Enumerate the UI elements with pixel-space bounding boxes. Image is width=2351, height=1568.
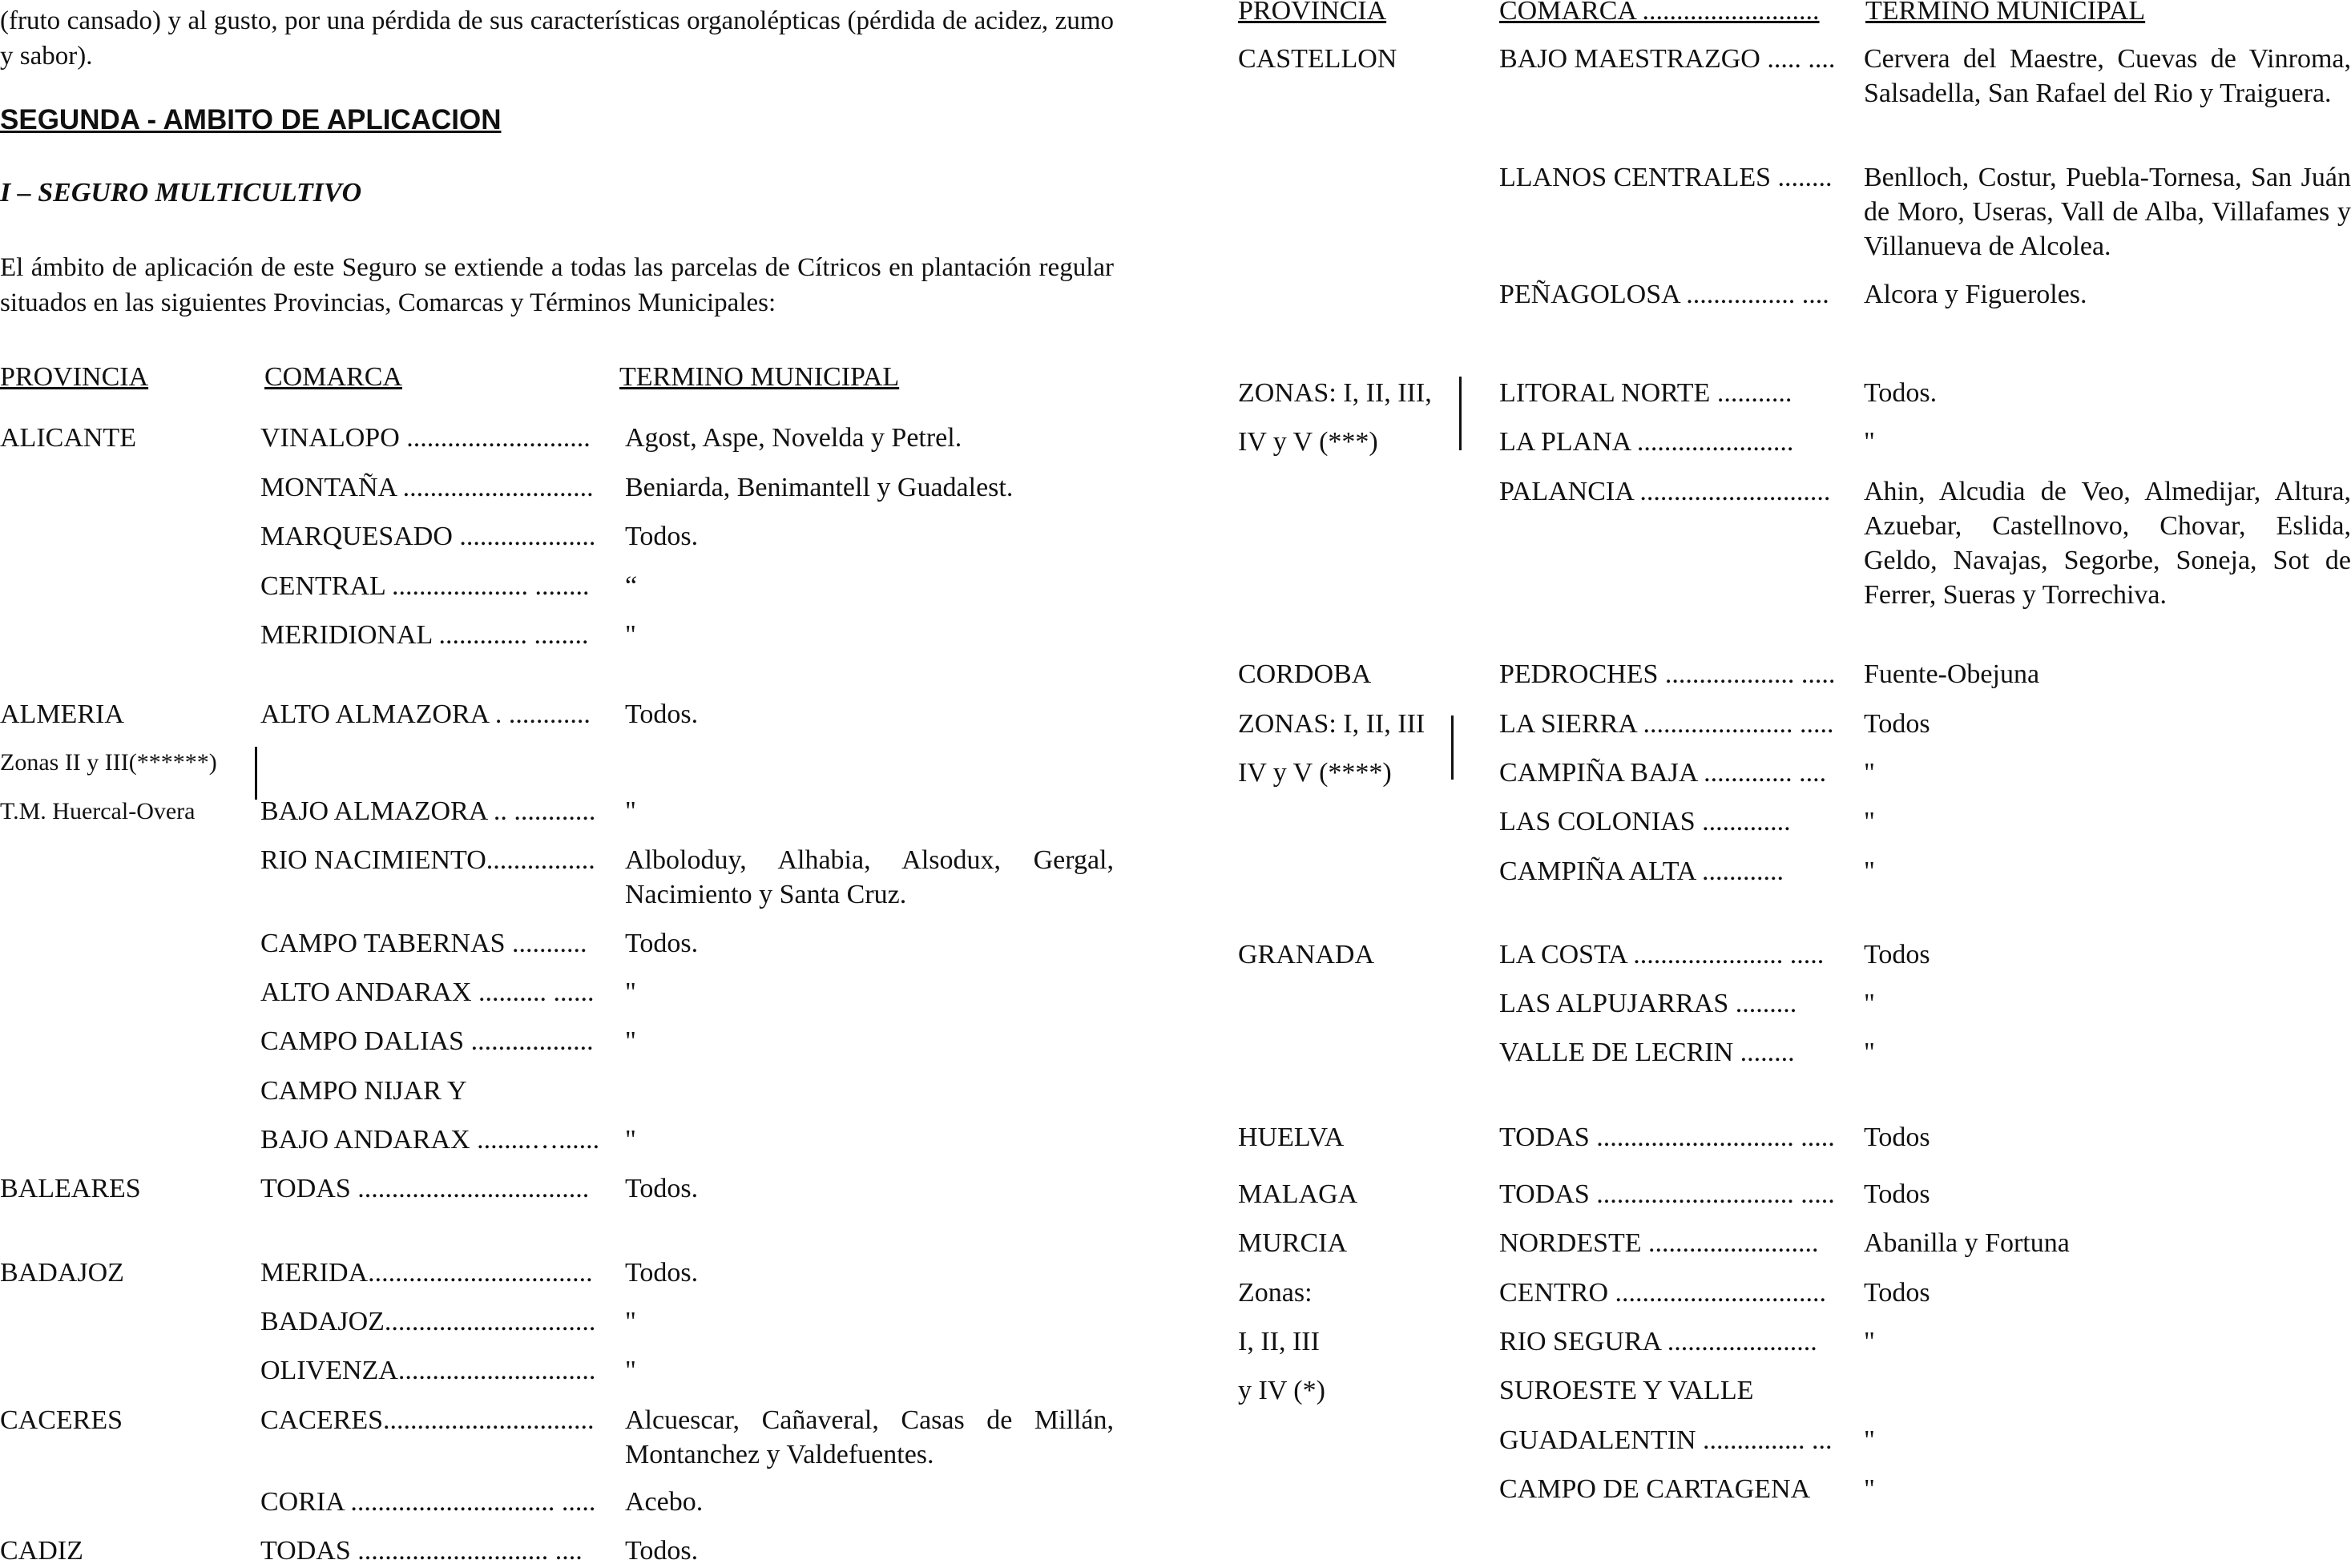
header-comarca: COMARCA (264, 362, 402, 392)
comarca-cell: PEDROCHES ................... ..... (1499, 659, 1836, 689)
provincia-cell: CASTELLON (1238, 44, 1397, 74)
termino-cell: Todos. (625, 1258, 699, 1288)
header-termino: TERMINO MUNICIPAL (619, 362, 900, 392)
termino-cell: Acebo. (625, 1487, 704, 1517)
termino-cell: " (625, 796, 636, 826)
comarca-cell: PEÑAGOLOSA ................ .... (1499, 280, 1829, 309)
comarca-cell: TODAS ............................. ..... (1499, 1179, 1835, 1209)
comarca-cell: LA SIERRA ...................... ..... (1499, 709, 1834, 739)
comarca-cell: CAMPIÑA BAJA ............. .... (1499, 758, 1827, 788)
termino-cell: " (1864, 1327, 1875, 1356)
comarca-cell: TODAS .................................. (260, 1174, 590, 1203)
comarca-cell: TODAS ............................ .... (260, 1536, 583, 1566)
termino-cell: " (625, 620, 636, 650)
comarca-cell: BAJO MAESTRAZGO ..... .... (1499, 44, 1836, 74)
comarca-cell: BAJO ANDARAX ........…...... (260, 1125, 600, 1155)
provincia-cell: MURCIA (1238, 1228, 1348, 1258)
termino-cell: Todos (1864, 1179, 1930, 1209)
comarca-cell: CENTRAL .................... ........ (260, 571, 590, 601)
comarca-cell: CAMPO DALIAS .................. (260, 1026, 594, 1056)
subsection-heading: I – SEGURO MULTICULTIVO (0, 178, 362, 208)
comarca-cell: TODAS ............................. ..... (1499, 1123, 1835, 1152)
comarca-cell: GUADALENTIN ............... ... (1499, 1425, 1833, 1455)
zone-bracket (1459, 377, 1462, 450)
comarca-cell: SUROESTE Y VALLE (1499, 1376, 1754, 1405)
header-comarca: COMARCA .......................... (1499, 0, 1820, 26)
comarca-cell: LAS COLONIAS ............. (1499, 807, 1791, 836)
comarca-cell: LA COSTA ...................... ..... (1499, 940, 1825, 969)
termino-cell: " (625, 1307, 636, 1336)
termino-cell: Todos (1864, 709, 1930, 739)
termino-cell: Todos. (625, 1536, 699, 1566)
termino-cell: " (625, 1026, 636, 1056)
termino-cell: Beniarda, Benimantell y Guadalest. (625, 473, 1014, 502)
termino-cell: " (1864, 989, 1875, 1018)
termino-cell: Todos. (625, 522, 699, 551)
termino-cell: " (1864, 1425, 1875, 1455)
comarca-cell: OLIVENZA............................. (260, 1356, 596, 1385)
comarca-cell: ALTO ANDARAX .......... ...... (260, 977, 595, 1007)
provincia-cell: CORDOBA (1238, 659, 1372, 689)
termino-cell: Todos (1864, 1278, 1930, 1308)
termino-cell: " (625, 977, 636, 1007)
comarca-cell: CAMPO TABERNAS ........... (260, 929, 587, 958)
termino-cell: Todos. (625, 1174, 699, 1203)
comarca-cell: MERIDIONAL ............. ........ (260, 620, 589, 650)
comarca-cell: BAJO ALMAZORA .. ............ (260, 796, 596, 826)
section-heading: SEGUNDA - AMBITO DE APLICACION (0, 104, 502, 135)
termino-cell: Todos. (625, 699, 699, 729)
provincia-cell: ALMERIA (0, 699, 124, 729)
comarca-cell: CAMPIÑA ALTA ............ (1499, 857, 1784, 886)
provincia-cell: Zonas II y III(******) (0, 749, 217, 776)
provincia-cell: IV y V (****) (1238, 758, 1392, 788)
provincia-cell: BALEARES (0, 1174, 141, 1203)
termino-cell: Abanilla y Fortuna (1864, 1228, 2070, 1258)
comarca-cell: MONTAÑA ............................ (260, 473, 594, 502)
comarca-cell: MERIDA................................. (260, 1258, 593, 1288)
termino-cell: " (1864, 758, 1875, 788)
termino-cell: Alcora y Figueroles. (1864, 280, 2087, 309)
provincia-cell: Zonas: (1238, 1278, 1313, 1308)
provincia-cell: GRANADA (1238, 940, 1374, 969)
comarca-cell: MARQUESADO .................... (260, 522, 596, 551)
comarca-cell: VINALOPO ........................... (260, 423, 591, 453)
termino-cell: " (1864, 1038, 1875, 1067)
provincia-cell: BADAJOZ (0, 1258, 124, 1288)
header-provincia: PROVINCIA (1238, 0, 1387, 26)
header-provincia: PROVINCIA (0, 362, 149, 392)
provincia-cell: T.M. Huercal-Overa (0, 798, 196, 824)
zone-bracket (1451, 715, 1454, 780)
comarca-cell: PALANCIA ............................ (1499, 477, 1831, 506)
comarca-cell: LAS ALPUJARRAS ......... (1499, 989, 1797, 1018)
provincia-cell: I, II, III (1238, 1327, 1320, 1356)
comarca-cell: CENTRO ............................... (1499, 1278, 1826, 1308)
termino-cell: Fuente-Obejuna (1864, 659, 2040, 689)
termino-cell: Benlloch, Costur, Puebla-Tornesa, San Juán de Moro, Useras, Vall de Alba, Villafames y Villanueva de Alcolea. (1864, 163, 2351, 261)
termino-cell: Todos. (1864, 378, 1938, 408)
provincia-cell: y IV (*) (1238, 1376, 1325, 1405)
comarca-cell: NORDESTE ......................... (1499, 1228, 1819, 1258)
comarca-cell: ALTO ALMAZORA . ............ (260, 699, 591, 729)
termino-cell: Todos. (625, 929, 699, 958)
provincia-cell: ALICANTE (0, 423, 136, 453)
termino-cell: " (1864, 857, 1875, 886)
comarca-cell: RIO NACIMIENTO................ (260, 845, 595, 875)
termino-cell: " (1864, 427, 1875, 457)
comarca-cell: CAMPO DE CARTAGENA (1499, 1474, 1811, 1504)
provincia-cell: MALAGA (1238, 1179, 1358, 1209)
provincia-cell: CACERES (0, 1405, 123, 1435)
provincia-cell: ZONAS: I, II, III, (1238, 378, 1432, 408)
header-termino: TERMINO MUNICIPAL (1865, 0, 2146, 26)
termino-cell: " (1864, 807, 1875, 836)
termino-cell: Alcuescar, Cañaveral, Casas de Millán, Montanchez y Valdefuentes. (625, 1405, 1114, 1469)
termino-cell: Todos (1864, 1123, 1930, 1152)
termino-cell: " (625, 1125, 636, 1155)
termino-cell: Todos (1864, 940, 1930, 969)
intro-paragraph: (fruto cansado) y al gusto, por una pérdida de sus características organolépticas (pérdida de acidez, zumo y sabor). (0, 6, 1114, 71)
comarca-cell: CAMPO NIJAR Y (260, 1076, 467, 1106)
scope-paragraph: El ámbito de aplicación de este Seguro se extiende a todas las parcelas de Cítricos en plantación regular situados en las siguientes Provincias, Comarcas y Términos Municipales: (0, 253, 1114, 317)
provincia-cell: ZONAS: I, II, III (1238, 709, 1426, 739)
termino-cell: " (625, 1356, 636, 1385)
comarca-cell: VALLE DE LECRIN ........ (1499, 1038, 1795, 1067)
comarca-cell: BADAJOZ............................... (260, 1307, 596, 1336)
provincia-cell: HUELVA (1238, 1123, 1345, 1152)
comarca-cell: RIO SEGURA ...................... (1499, 1327, 1817, 1356)
zone-bracket (255, 747, 257, 800)
termino-cell: Ahin, Alcudia de Veo, Almedijar, Altura, Azuebar, Castellnovo, Chovar, Eslida, Geldo, Navajas, Segorbe, Soneja, Sot de Ferrer, Sueras y Torrechiva. (1864, 477, 2351, 610)
comarca-cell: CORIA .............................. ..... (260, 1487, 596, 1517)
termino-cell: Agost, Aspe, Novelda y Petrel. (625, 423, 962, 453)
termino-cell: Alboloduy, Alhabia, Alsodux, Gergal, Nacimiento y Santa Cruz. (625, 845, 1114, 909)
comarca-cell: LITORAL NORTE ........... (1499, 378, 1792, 408)
termino-cell: " (1864, 1474, 1875, 1504)
provincia-cell: CADIZ (0, 1536, 83, 1566)
comarca-cell: LA PLANA ....................... (1499, 427, 1794, 457)
comarca-cell: CACERES............................... (260, 1405, 595, 1435)
termino-cell: “ (625, 571, 638, 601)
comarca-cell: LLANOS CENTRALES ........ (1499, 163, 1833, 192)
termino-cell: Cervera del Maestre, Cuevas de Vinroma, Salsadella, San Rafael del Rio y Traiguera. (1864, 44, 2351, 108)
provincia-cell: IV y V (***) (1238, 427, 1378, 457)
